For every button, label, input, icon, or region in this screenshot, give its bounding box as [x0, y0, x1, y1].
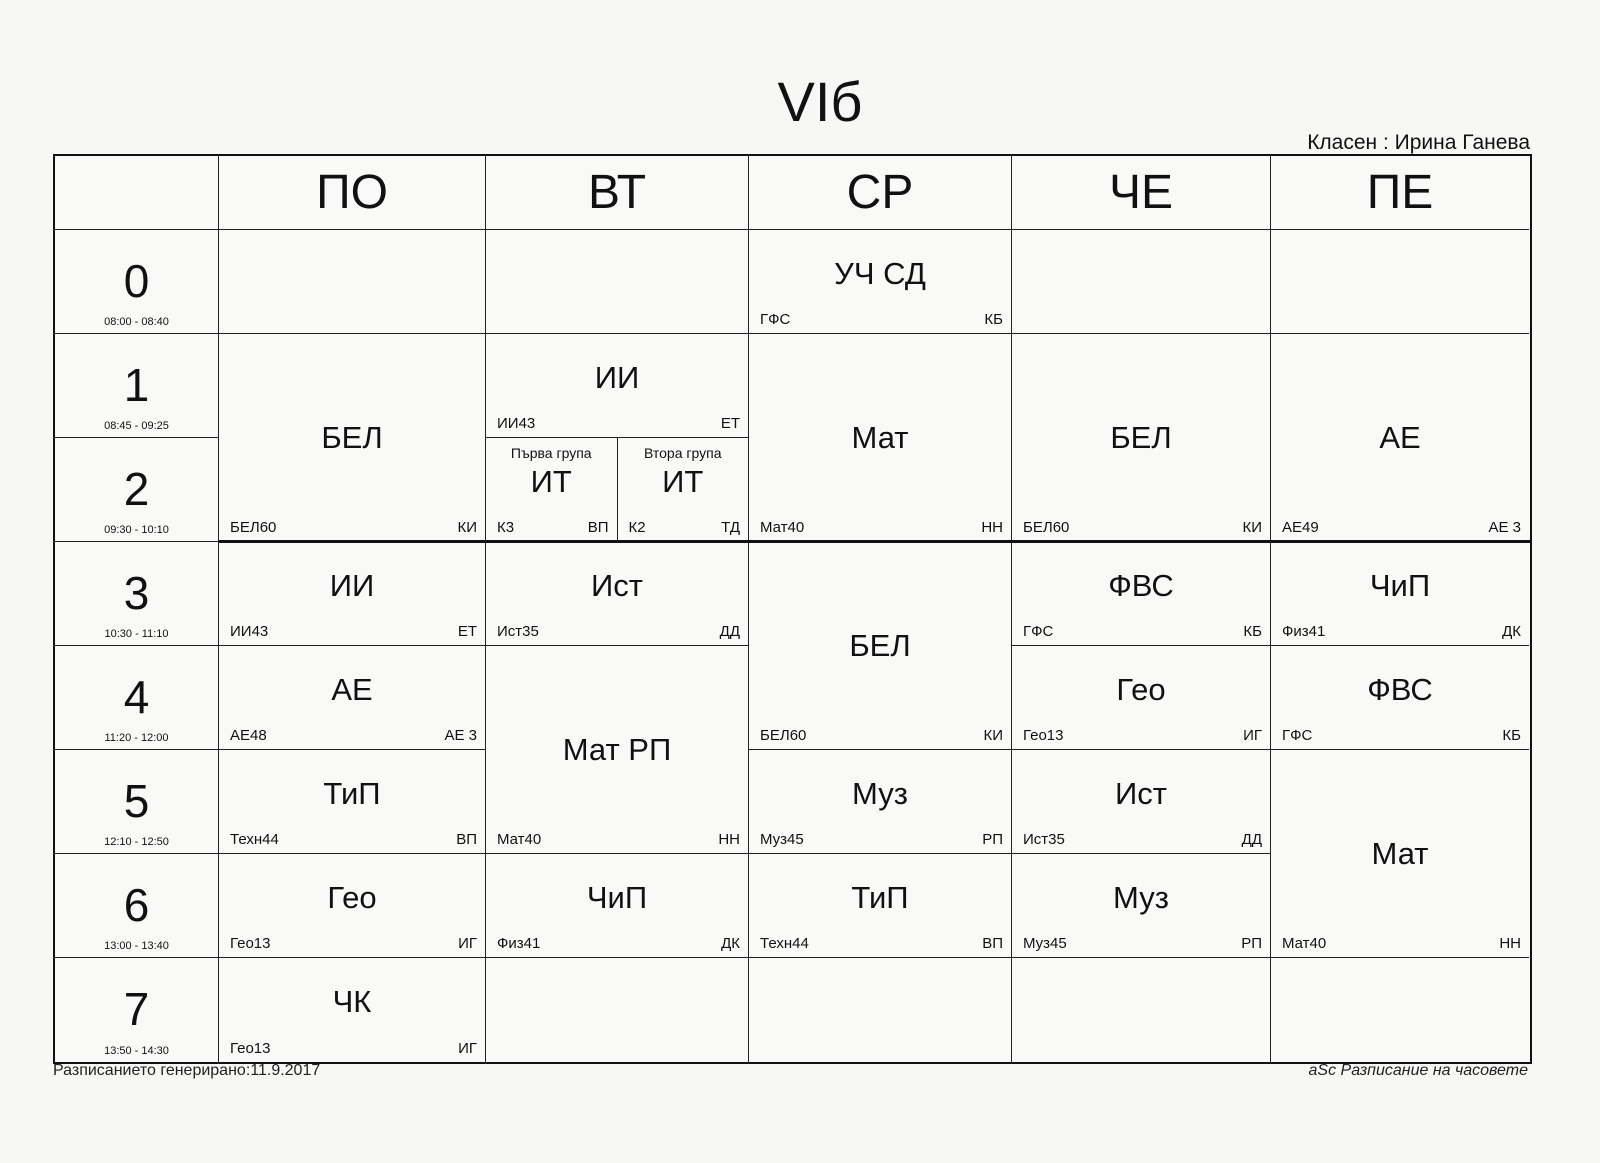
teacher-initials: АЕ 3: [444, 727, 477, 744]
subject-name: Гео: [327, 880, 377, 915]
teacher-initials: НН: [981, 519, 1003, 536]
room-code: Мат40: [760, 519, 805, 536]
block-separator: [219, 540, 1530, 543]
room-code: БЕЛ60: [760, 727, 807, 744]
day-header: ПЕ: [1271, 156, 1529, 230]
group-label: Първа група: [510, 445, 592, 461]
teacher-initials: РП: [1241, 935, 1262, 952]
period-time: 10:30 - 11:10: [104, 628, 169, 640]
day-header: ЧЕ: [1012, 156, 1271, 230]
room-code: БЕЛ60: [1023, 519, 1070, 536]
teacher-initials: ДК: [1502, 623, 1521, 640]
period-cell: [55, 854, 219, 958]
lesson-cell: [1012, 854, 1271, 958]
subject-name: ФВС: [1108, 568, 1174, 603]
period-cell: [55, 646, 219, 750]
lesson-cell: [1271, 542, 1529, 646]
period-cell: [55, 230, 219, 334]
room-code: К2: [628, 519, 646, 536]
period-time: 13:00 - 13:40: [104, 940, 169, 952]
room-code: ГФС: [1282, 727, 1313, 744]
lesson-cell: [749, 230, 1012, 334]
period-time: 09:30 - 10:10: [104, 524, 169, 536]
software-credit: aSc Разписание на часовете: [1308, 1062, 1528, 1079]
period-cell: [55, 438, 219, 542]
period-cell: [55, 334, 219, 438]
period-number: 5: [123, 775, 150, 827]
room-code: Муз45: [760, 831, 804, 848]
generated-date: Разписанието генерирано:11.9.2017: [53, 1062, 321, 1079]
subject-name: БЕЛ: [321, 420, 383, 455]
empty-slot: [1271, 958, 1529, 1062]
subject-name: ЧиП: [1369, 568, 1431, 603]
subject-name: ТиП: [323, 776, 381, 811]
room-code: ГФС: [760, 311, 791, 328]
lesson-cell: [1271, 750, 1529, 958]
room-code: АЕ48: [230, 727, 267, 744]
room-code: Ист35: [497, 623, 539, 640]
teacher-initials: ЕТ: [720, 415, 740, 432]
subject-name: АЕ: [1379, 420, 1421, 455]
period-time: 11:20 - 12:00: [104, 732, 169, 744]
period-time: 13:50 - 14:30: [104, 1045, 169, 1057]
teacher-initials: РП: [982, 831, 1003, 848]
subject-name: БЕЛ: [1110, 420, 1172, 455]
room-code: Мат40: [1282, 935, 1327, 952]
lesson-cell: [219, 854, 486, 958]
teacher-initials: АЕ 3: [1488, 519, 1521, 536]
empty-slot: [1271, 230, 1529, 334]
subject-name: ТиП: [851, 880, 909, 915]
lesson-cell: [1012, 334, 1271, 542]
lesson-cell: [618, 438, 750, 542]
lesson-cell: [219, 334, 486, 542]
lesson-cell: [749, 542, 1012, 750]
subject-name: ЧК: [332, 984, 372, 1019]
day-header: ПО: [219, 156, 486, 230]
class-title: VIб: [777, 70, 863, 133]
period-cell: [55, 750, 219, 854]
room-code: Техн44: [230, 831, 279, 848]
room-code: ГФС: [1023, 623, 1054, 640]
teacher-initials: ДК: [721, 935, 740, 952]
teacher-initials: ТД: [721, 519, 740, 536]
room-code: ИИ43: [230, 623, 269, 640]
teacher-initials: ИГ: [458, 1040, 477, 1057]
room-code: Мат40: [497, 831, 542, 848]
day-header: ВТ: [486, 156, 749, 230]
teacher-initials: КИ: [983, 727, 1003, 744]
teacher-initials: ЕТ: [457, 623, 477, 640]
teacher-initials: ВП: [456, 831, 477, 848]
teacher-initials: КБ: [1243, 623, 1262, 640]
period-number: 7: [123, 983, 150, 1035]
room-code: БЕЛ60: [230, 519, 277, 536]
room-code: Гео13: [230, 935, 271, 952]
teacher-initials: ДД: [719, 623, 740, 640]
teacher-initials: ИГ: [458, 935, 477, 952]
room-code: Гео13: [230, 1040, 271, 1057]
period-number: 6: [123, 879, 150, 931]
teacher-initials: ИГ: [1243, 727, 1262, 744]
lesson-cell: [219, 646, 486, 750]
teacher-initials: ДД: [1241, 831, 1262, 848]
subject-name: БЕЛ: [849, 628, 911, 663]
period-number: 0: [123, 255, 150, 307]
empty-slot: [486, 958, 749, 1062]
empty-slot: [1012, 230, 1271, 334]
corner-cell: [55, 156, 219, 230]
lesson-cell: [486, 334, 749, 438]
teacher-initials: КИ: [1242, 519, 1262, 536]
day-header: СР: [749, 156, 1012, 230]
empty-slot: [1012, 958, 1271, 1062]
lesson-cell: [219, 542, 486, 646]
period-number: 1: [123, 359, 150, 411]
subject-name: ИТ: [530, 464, 572, 499]
empty-slot: [749, 958, 1012, 1062]
room-code: Ист35: [1023, 831, 1065, 848]
subject-name: УЧ СД: [834, 256, 926, 291]
room-code: Физ41: [1282, 623, 1326, 640]
room-code: АЕ49: [1282, 519, 1319, 536]
teacher-initials: ВП: [587, 519, 609, 536]
subject-name: ФВС: [1367, 672, 1433, 707]
lesson-cell: [749, 854, 1012, 958]
subject-name: ЧиП: [586, 880, 648, 915]
period-time: 08:00 - 08:40: [104, 316, 169, 328]
period-number: 2: [123, 463, 150, 515]
period-cell: [55, 542, 219, 646]
lesson-cell: [1271, 646, 1529, 750]
empty-slot: [486, 230, 749, 334]
timetable-grid: [53, 154, 1532, 1064]
lesson-cell: [219, 750, 486, 854]
lesson-cell: [486, 542, 749, 646]
lesson-cell: [1012, 542, 1271, 646]
room-code: Гео13: [1023, 727, 1064, 744]
room-code: Техн44: [760, 935, 809, 952]
room-code: К3: [497, 519, 515, 536]
period-time: 12:10 - 12:50: [104, 836, 169, 848]
period-number: 4: [123, 671, 150, 723]
subject-name: Мат: [851, 420, 909, 455]
subject-name: ИИ: [329, 568, 375, 603]
subject-name: ИТ: [662, 464, 704, 499]
lesson-cell: [486, 438, 618, 542]
subject-name: Ист: [591, 568, 643, 603]
subject-name: Муз: [1113, 880, 1169, 915]
room-code: ИИ43: [497, 415, 536, 432]
subject-name: Мат: [1371, 836, 1429, 871]
lesson-cell: [1012, 646, 1271, 750]
room-code: Физ41: [497, 935, 541, 952]
subject-name: Муз: [852, 776, 908, 811]
room-code: Муз45: [1023, 935, 1067, 952]
subject-name: ИИ: [594, 360, 640, 395]
teacher-initials: КБ: [984, 311, 1003, 328]
lesson-cell: [749, 750, 1012, 854]
subject-name: Ист: [1115, 776, 1167, 811]
period-cell: [55, 958, 219, 1062]
period-time: 08:45 - 09:25: [104, 420, 169, 432]
teacher-initials: НН: [718, 831, 740, 848]
teacher-initials: КБ: [1502, 727, 1521, 744]
lesson-cell: [1012, 750, 1271, 854]
lesson-cell: [1271, 334, 1529, 542]
lesson-cell: [219, 958, 486, 1062]
teacher-initials: ВП: [982, 935, 1003, 952]
lesson-cell: [749, 334, 1012, 542]
class-teacher: Класен : Ирина Ганева: [1307, 131, 1530, 154]
subject-name: Мат РП: [562, 732, 672, 767]
teacher-initials: КИ: [457, 519, 477, 536]
empty-slot: [219, 230, 486, 334]
subject-name: АЕ: [331, 672, 373, 707]
teacher-initials: НН: [1499, 935, 1521, 952]
lesson-cell: [486, 854, 749, 958]
subject-name: Гео: [1116, 672, 1166, 707]
lesson-cell: [486, 646, 749, 854]
group-label: Втора група: [644, 445, 722, 461]
period-number: 3: [123, 567, 150, 619]
